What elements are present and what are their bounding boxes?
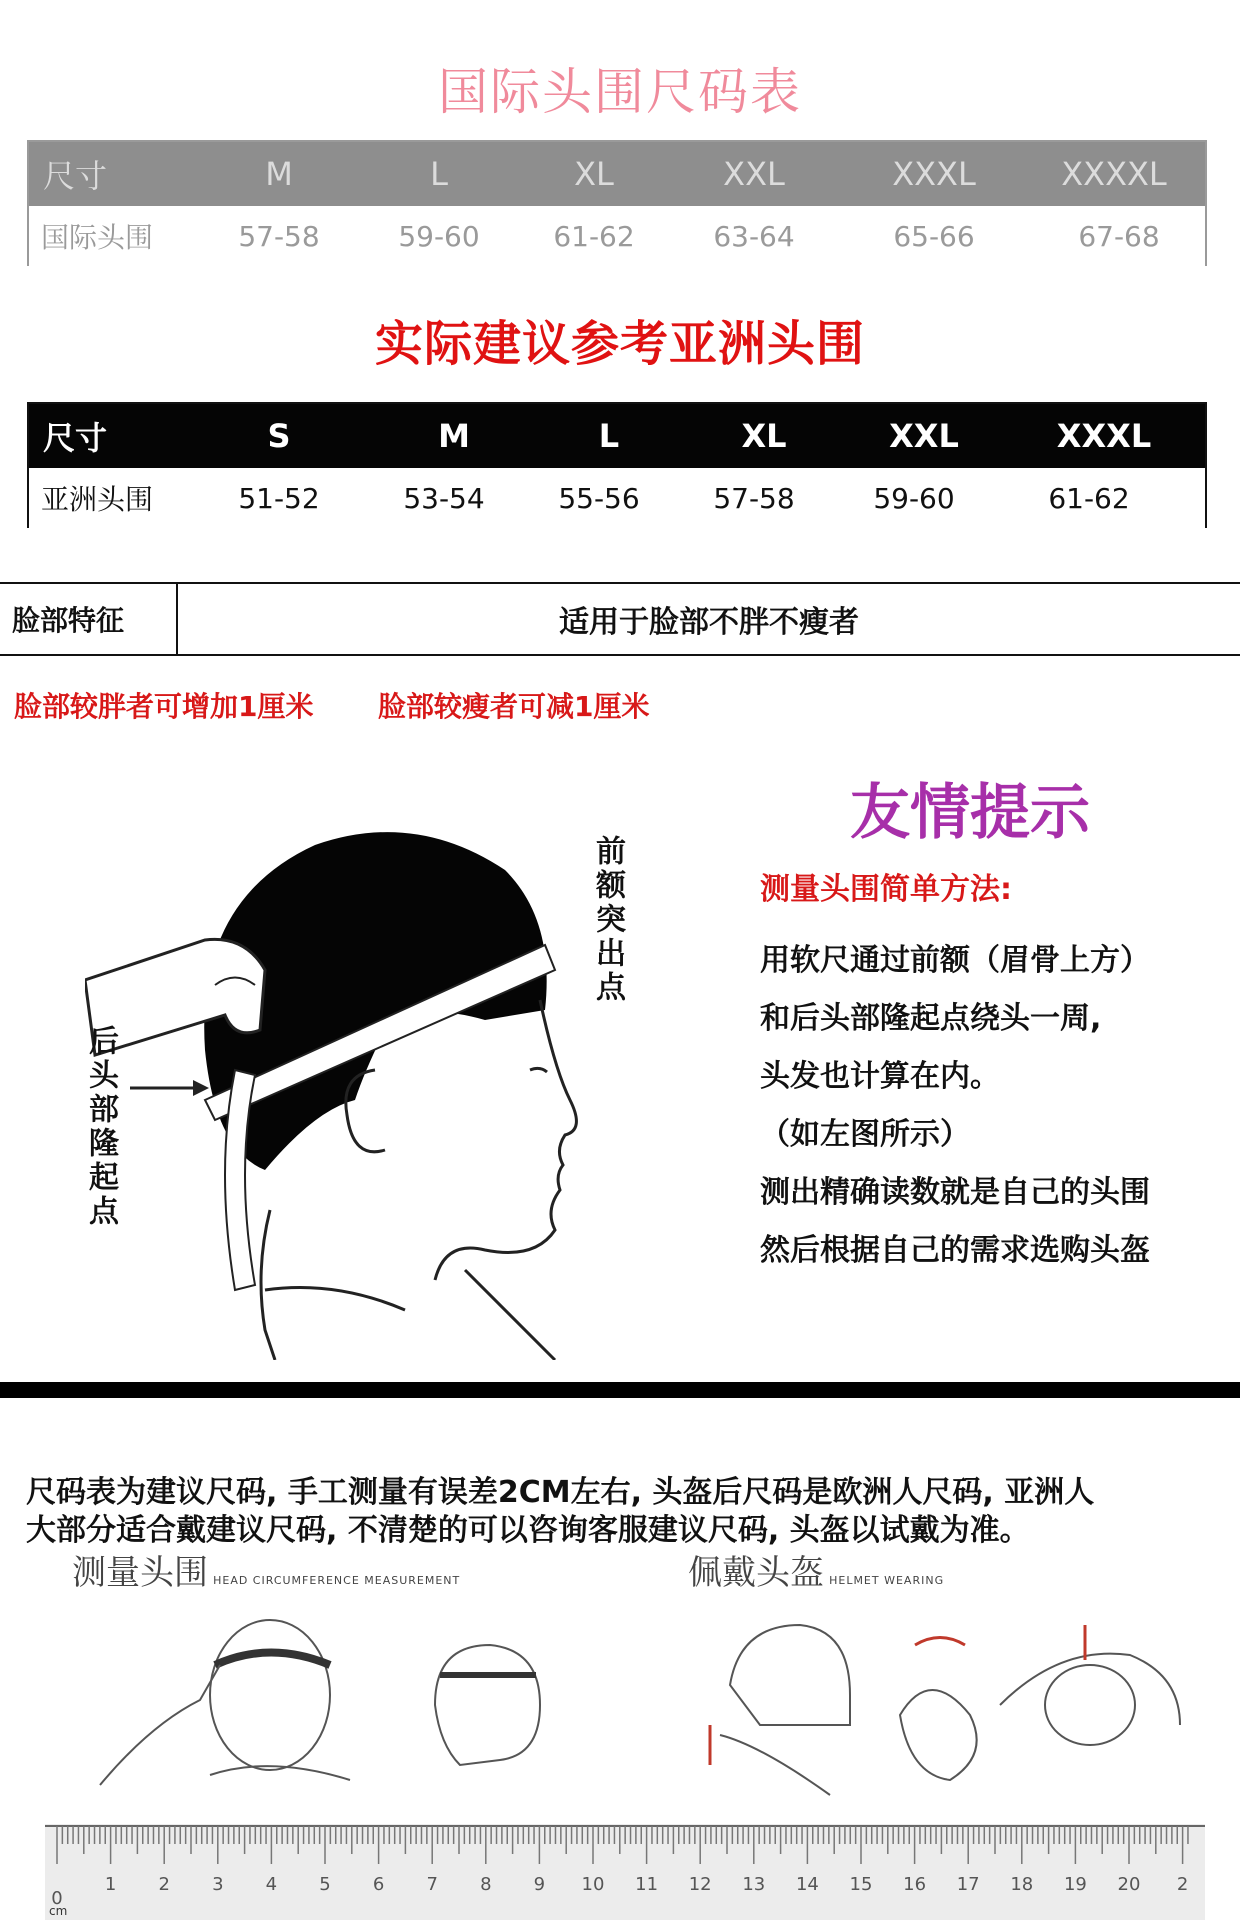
front-forehead-label: 前额突出点 <box>590 835 625 1005</box>
asia-chart-title: 实际建议参考亚洲头围 <box>374 316 865 372</box>
asia-header-size-label: 尺寸 <box>43 419 108 457</box>
method-title: 测量头围简单方法: <box>760 872 1012 907</box>
ruler-label: 11 <box>635 1874 659 1895</box>
tip-line: 头发也计算在内。 <box>760 1059 1000 1094</box>
asia-header-cell: M <box>438 417 470 455</box>
intl-row-cell: 67-68 <box>1078 219 1160 253</box>
wear-section-subtitle: HELMET WEARING <box>829 1574 945 1587</box>
face-feature-label: 脸部特征 <box>12 604 125 637</box>
measure-section-title: 测量头围 <box>72 1553 208 1593</box>
intl-row-cell: 63-64 <box>713 219 795 253</box>
intl-row-cell: 65-66 <box>893 219 975 253</box>
wear-section-heading <box>688 1545 944 1594</box>
ruler-label: 10 <box>581 1874 605 1895</box>
ruler-label: 8 <box>480 1874 492 1895</box>
intl-row-cell: 61-62 <box>553 219 635 253</box>
face-feature-row <box>0 582 1240 656</box>
ruler-label: 7 <box>426 1874 438 1895</box>
asia-size-table <box>27 402 1207 528</box>
ruler-label: 17 <box>956 1874 980 1895</box>
intl-size-table <box>27 140 1207 266</box>
face-feature-value: 适用于脸部不胖不瘦者 <box>559 605 859 640</box>
asia-header-cell: XXXL <box>1056 417 1152 455</box>
ruler-label: 3 <box>212 1874 224 1895</box>
ruler-label: 9 <box>533 1874 546 1895</box>
helmet-wearing-sketch <box>700 1605 1220 1800</box>
asia-header-cell: XXL <box>889 417 959 455</box>
size-notice-line: 尺码表为建议尺码, 手工测量有误差2CM左右, 头盔后尺码是欧洲人尺码, 亚洲人 <box>26 1475 1095 1510</box>
ruler-label: 14 <box>795 1874 819 1895</box>
asia-header-cell: L <box>598 417 620 455</box>
ruler-label: 2 <box>158 1874 170 1895</box>
asia-row-cell: 51-52 <box>238 481 320 515</box>
measure-section-heading <box>72 1545 460 1594</box>
asia-header-cell: XL <box>741 417 787 455</box>
intl-row-label: 国际头围 <box>41 221 154 254</box>
tip-line: 用软尺通过前额（眉骨上方） <box>760 943 1150 978</box>
ruler <box>45 1824 1205 1920</box>
intl-header-cell: XXXXL <box>1061 155 1167 193</box>
ruler-label: 18 <box>1010 1874 1034 1895</box>
intl-row-cell: 59-60 <box>398 219 480 253</box>
ruler-label: 1 <box>104 1874 117 1895</box>
intl-row-cell: 57-58 <box>238 219 320 253</box>
ruler-scale <box>45 1824 1205 1920</box>
ruler-label: 4 <box>265 1874 278 1895</box>
ruler-label: 0 <box>51 1888 63 1909</box>
intl-header-cell: L <box>430 155 448 193</box>
ruler-label: 20 <box>1117 1874 1141 1895</box>
section-divider-bar <box>0 1382 1240 1398</box>
ruler-label: 19 <box>1063 1874 1087 1895</box>
asia-table-row <box>29 468 1205 528</box>
asia-row-label: 亚洲头围 <box>41 483 154 516</box>
ruler-label: 6 <box>372 1874 385 1895</box>
asia-row-cell: 57-58 <box>713 481 795 515</box>
asia-table-header <box>29 404 1205 468</box>
ruler-label: 15 <box>849 1874 873 1895</box>
intl-header-cell: XL <box>574 155 614 193</box>
ruler-label: 13 <box>742 1874 766 1895</box>
intl-header-cell: M <box>265 155 293 193</box>
asia-header-cell: S <box>267 417 291 455</box>
measure-head-sketch <box>90 1605 570 1800</box>
wear-section-title: 佩戴头盔 <box>688 1553 824 1593</box>
asia-row-cell: 59-60 <box>873 481 955 515</box>
back-head-label: 后头部隆起点 <box>83 1025 118 1229</box>
tip-line: （如左图所示） <box>760 1117 970 1152</box>
intl-table-row <box>29 206 1205 266</box>
intl-table-header <box>29 142 1205 206</box>
ruler-unit-label: cm <box>49 1904 68 1918</box>
ruler-label: 2 <box>1176 1874 1189 1895</box>
asia-row-cell: 53-54 <box>403 481 485 515</box>
intl-header-size-label: 尺寸 <box>43 157 108 195</box>
intl-chart-title: 国际头围尺码表 <box>438 63 802 121</box>
asia-row-cell: 61-62 <box>1048 481 1130 515</box>
tip-line: 测出精确读数就是自己的头围 <box>760 1175 1150 1210</box>
ruler-label: 12 <box>688 1874 712 1895</box>
asia-row-cell: 55-56 <box>558 481 640 515</box>
face-note-thin: 脸部较瘦者可减1厘米 <box>378 690 650 723</box>
ruler-label: 5 <box>319 1874 331 1895</box>
size-notice-line: 大部分适合戴建议尺码, 不清楚的可以咨询客服建议尺码, 头盔以试戴为准。 <box>26 1513 1030 1548</box>
intl-header-cell: XXXL <box>892 155 976 193</box>
tip-line: 和后头部隆起点绕头一周, <box>760 1001 1102 1036</box>
tips-title: 友情提示 <box>850 778 1090 848</box>
head-profile-drawing <box>85 770 645 1360</box>
intl-header-cell: XXL <box>723 155 785 193</box>
head-measure-illustration <box>85 770 645 1360</box>
tip-line: 然后根据自己的需求选购头盔 <box>760 1233 1150 1268</box>
ruler-label: 16 <box>903 1874 927 1895</box>
measure-section-subtitle: HEAD CIRCUMFERENCE MEASUREMENT <box>213 1574 461 1587</box>
face-note-fat: 脸部较胖者可增加1厘米 <box>14 690 314 723</box>
